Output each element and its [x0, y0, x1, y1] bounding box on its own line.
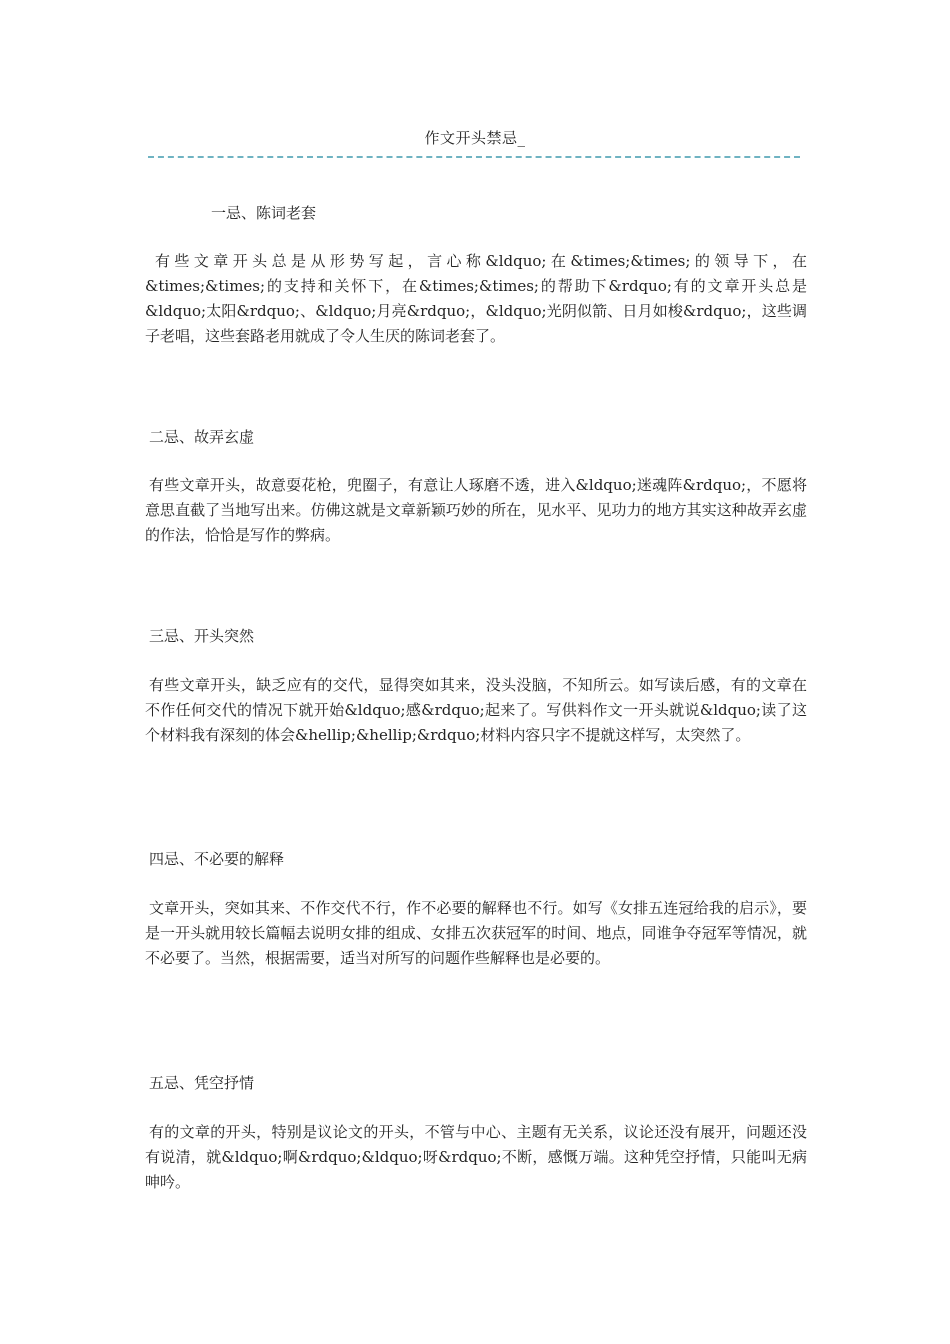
- section-body-1: 有些文章开头总是从形势写起，言心称&ldquo;在&times;&times;的领导下，在&times;&times;的支持和关怀下，在&times;&times;的帮助下&rdquo;有的文章开头总是&ldquo;太阳&rdquo;、&ldquo;月亮&rdquo;，&ldquo;光阴似箭、日月如梭&rdquo;，这些调子老唱，这些套路老用就成了令人生厌的陈词老套了。: [145, 252, 807, 345]
- title-divider: [148, 156, 800, 158]
- document-title: 作文开头禁忌_: [424, 129, 526, 147]
- section-body-5: 有的文章的开头，特别是议论文的开头，不管与中心、主题有无关系，议论还没有展开，问题还没有说清，就&ldquo;啊&rdquo;&ldquo;呀&rdquo;不断，感慨万端。这种凭空抒情，只能叫无病呻吟。: [145, 1123, 807, 1191]
- section-body-3: 有些文章开头，缺乏应有的交代，显得突如其来，没头没脑，不知所云。如写读后感，有的文章在不作任何交代的情况下就开始&ldquo;感&rdquo;起来了。写供料作文一开头就说&ldquo;读了这个材料我有深刻的体会&hellip;&hellip;&rdquo;材料内容只字不提就这样写，太突然了。: [145, 676, 807, 744]
- section-heading-4: 四忌、不必要的解释: [149, 850, 285, 868]
- section-heading-2: 二忌、故弄玄虚: [149, 428, 255, 446]
- section-heading-3: 三忌、开头突然: [149, 627, 255, 645]
- section-body-4: 文章开头，突如其来、不作交代不行，作不必要的解释也不行。如写《女排五连冠给我的启示》，要是一开头就用较长篇幅去说明女排的组成、女排五次获冠军的时间、地点，同谁争夺冠军等情况，就不必要了。当然，根据需要，适当对所写的问题作些解释也是必要的。: [145, 899, 807, 967]
- section-body-2: 有些文章开头，故意耍花枪，兜圈子，有意让人琢磨不透，进入&ldquo;迷魂阵&rdquo;，不愿将意思直截了当地写出来。仿佛这就是文章新颖巧妙的所在，见水平、见功力的地方其实这种故弄玄虚的作法，恰恰是写作的弊病。: [145, 476, 807, 544]
- section-heading-1: 一忌、陈词老套: [211, 204, 317, 222]
- section-heading-5: 五忌、凭空抒情: [149, 1074, 255, 1092]
